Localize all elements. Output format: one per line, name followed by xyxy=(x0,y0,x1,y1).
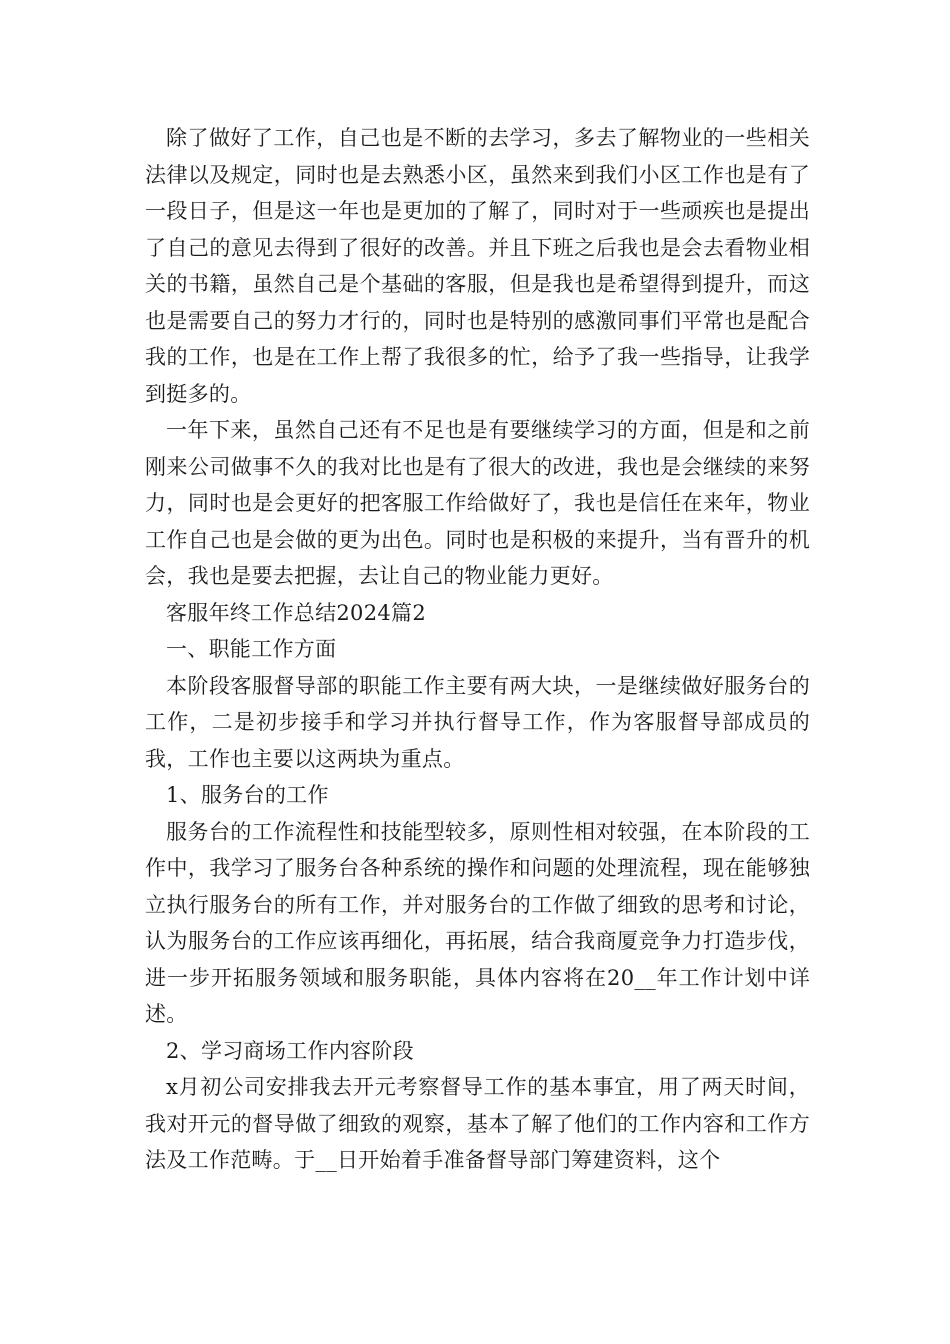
heading-learning-stage: 2、学习商场工作内容阶段 xyxy=(166,1038,414,1063)
document-page xyxy=(145,120,810,1179)
paragraph-learning-stage: x月初公司安排我去开元考察督导工作的基本事宜，用了两天时间，我对开元的督导做了细致的观察，基本了解了他们的工作内容和工作方法及工作范畴。于__日开始着手准备督导部门筹建资料，这个 xyxy=(145,1075,810,1172)
section-title: 客服年终工作总结2024篇2 xyxy=(166,600,427,625)
heading-service-desk: 1、服务台的工作 xyxy=(166,783,329,807)
heading-functional-work: 一、职能工作方面 xyxy=(166,637,337,661)
paragraph-self-study: 除了做好了工作，自己也是不断的去学习，多去了解物业的一些相关法律以及规定，同时也是去熟悉小区，虽然来到我们小区工作也是有了一段日子，但是这一年也是更加的了解了，同时对于一些顽疾也是提出了自己的意见去得到了很好的改善。并且下班之后我也是会去看物业相关的书籍，虽然自己是个基础的客服，但是我也是希望得到提升，而这也是需要自己的努力才行的，同时也是特别的感激同事们平常也是配合我的工作，也是在工作上帮了我很多的忙，给予了我一些指导，让我学到挺多的。 xyxy=(145,126,810,406)
paragraph-year-review: 一年下来，虽然自己还有不足也是有要继续学习的方面，但是和之前刚来公司做事不久的我对比也是有了很大的改进，我也是会继续的来努力，同时也是会更好的把客服工作给做好了，我也是信任在来年，物业工作自己也是会做的更为出色。同时也是积极的来提升，当有晋升的机会，我也是要去把握，去让自己的物业能力更好。 xyxy=(145,418,810,588)
paragraph-service-desk: 服务台的工作流程性和技能型较多，原则性相对较强，在本阶段的工作中，我学习了服务台各种系统的操作和问题的处理流程，现在能够独立执行服务台的所有工作，并对服务台的工作做了细致的思考和讨论，认为服务台的工作应该再细化，再拓展，结合我商厦竞争力打造步伐，进一步开拓服务领域和服务职能，具体内容将在20__年工作计划中详述。 xyxy=(145,819,810,1026)
paragraph-department-duties: 本阶段客服督导部的职能工作主要有两大块，一是继续做好服务台的工作，二是初步接手和学习并执行督导工作，作为客服督导部成员的我，工作也主要以这两块为重点。 xyxy=(145,673,810,771)
